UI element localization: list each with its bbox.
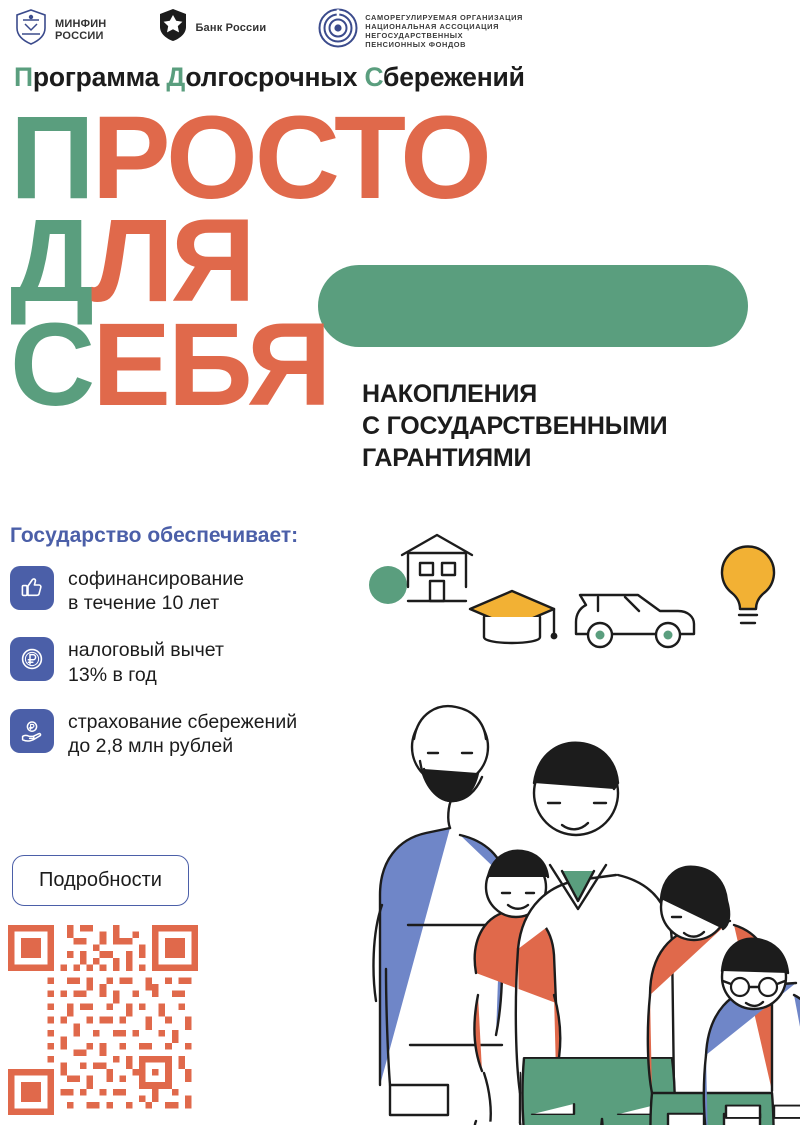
napf-spiral-icon	[318, 8, 358, 53]
headline-line-1	[10, 92, 568, 224]
minfin-emblem-icon	[14, 8, 48, 51]
benefit-line-2: до 2,8 млн рублей	[68, 734, 234, 757]
benefit-line-1: софинансирование	[68, 568, 244, 590]
benefit-text	[68, 637, 224, 686]
headline-line-2	[10, 195, 568, 328]
program-letter-d: Д	[166, 62, 186, 92]
program-letter-p: П	[14, 62, 33, 92]
logo-napf	[318, 8, 523, 53]
program-word-1: рограмма	[32, 62, 167, 92]
house-icon	[369, 535, 472, 604]
headline-line-3-rest: ЕБЯ	[92, 298, 329, 431]
logo-napf-line4: ПЕНСИОННЫХ ФОНДОВ	[365, 39, 467, 49]
headline-line-1-rest: РОСТО	[91, 92, 489, 224]
logo-minfin	[14, 8, 106, 51]
headline-line-2-rest: ЛЯ	[91, 195, 253, 328]
headline-line-1-accent: П	[10, 92, 92, 224]
logo-napf-line3: НЕГОСУДАРСТВЕННЫХ	[365, 30, 464, 40]
hand-with-coins-icon	[10, 709, 54, 753]
benefit-line-2: в течение 10 лет	[68, 592, 220, 615]
lightbulb-icon	[722, 547, 774, 623]
family-with-icons-illustration	[350, 525, 800, 1125]
logo-minfin-line1: МИНФИН	[55, 17, 107, 30]
subheadline	[362, 378, 667, 474]
benefit-text	[68, 566, 244, 615]
program-word-2: олгосрочных	[185, 62, 365, 92]
benefit-item	[10, 566, 370, 615]
benefit-text	[68, 709, 297, 758]
program-letter-s: С	[364, 62, 384, 92]
car-icon	[576, 595, 694, 647]
details-button[interactable]: Подробности	[12, 855, 189, 906]
subheadline-line-1: НАКОПЛЕНИЯ	[362, 380, 537, 408]
logo-napf-line2: НАЦИОНАЛЬНАЯ АССОЦИАЦИЯ	[365, 21, 499, 31]
benefit-line-1: налоговый вычет	[68, 639, 224, 662]
benefit-item	[10, 709, 370, 758]
benefit-line-1: страхование сбережений	[68, 710, 298, 733]
logo-minfin-line2: РОССИИ	[55, 29, 104, 42]
logo-napf-label	[365, 13, 523, 49]
logo-bank-rossii	[158, 8, 266, 47]
ruble-coin-icon	[10, 637, 54, 681]
benefit-line-2: 13% в год	[68, 663, 157, 686]
family-group	[374, 706, 675, 1125]
headline-line-2-accent: Д	[10, 195, 92, 328]
subheadline-line-3: ГАРАНТИЯМИ	[362, 444, 532, 472]
subheadline-line-2: С ГОСУДАРСТВЕННЫМИ	[362, 412, 668, 440]
headline-line-3-accent: С	[10, 298, 93, 431]
benefit-item	[10, 637, 370, 686]
graduation-cap-icon	[470, 591, 557, 643]
qr-code[interactable]	[8, 925, 198, 1115]
thumbs-up-icon	[10, 566, 54, 610]
benefits-title: Государство обеспечивает:	[10, 524, 299, 547]
logo-row	[14, 8, 523, 53]
logo-bank-rossii-label: Банк России	[195, 21, 267, 34]
headline	[8, 92, 568, 431]
program-title	[14, 62, 525, 93]
program-word-3: бережений	[383, 62, 525, 92]
logo-napf-line1: САМОРЕГУЛИРУЕМАЯ ОРГАНИЗАЦИЯ	[365, 12, 523, 22]
benefits-list	[10, 566, 370, 780]
bank-rossii-emblem-icon	[158, 8, 188, 47]
logo-minfin-label	[55, 18, 106, 42]
